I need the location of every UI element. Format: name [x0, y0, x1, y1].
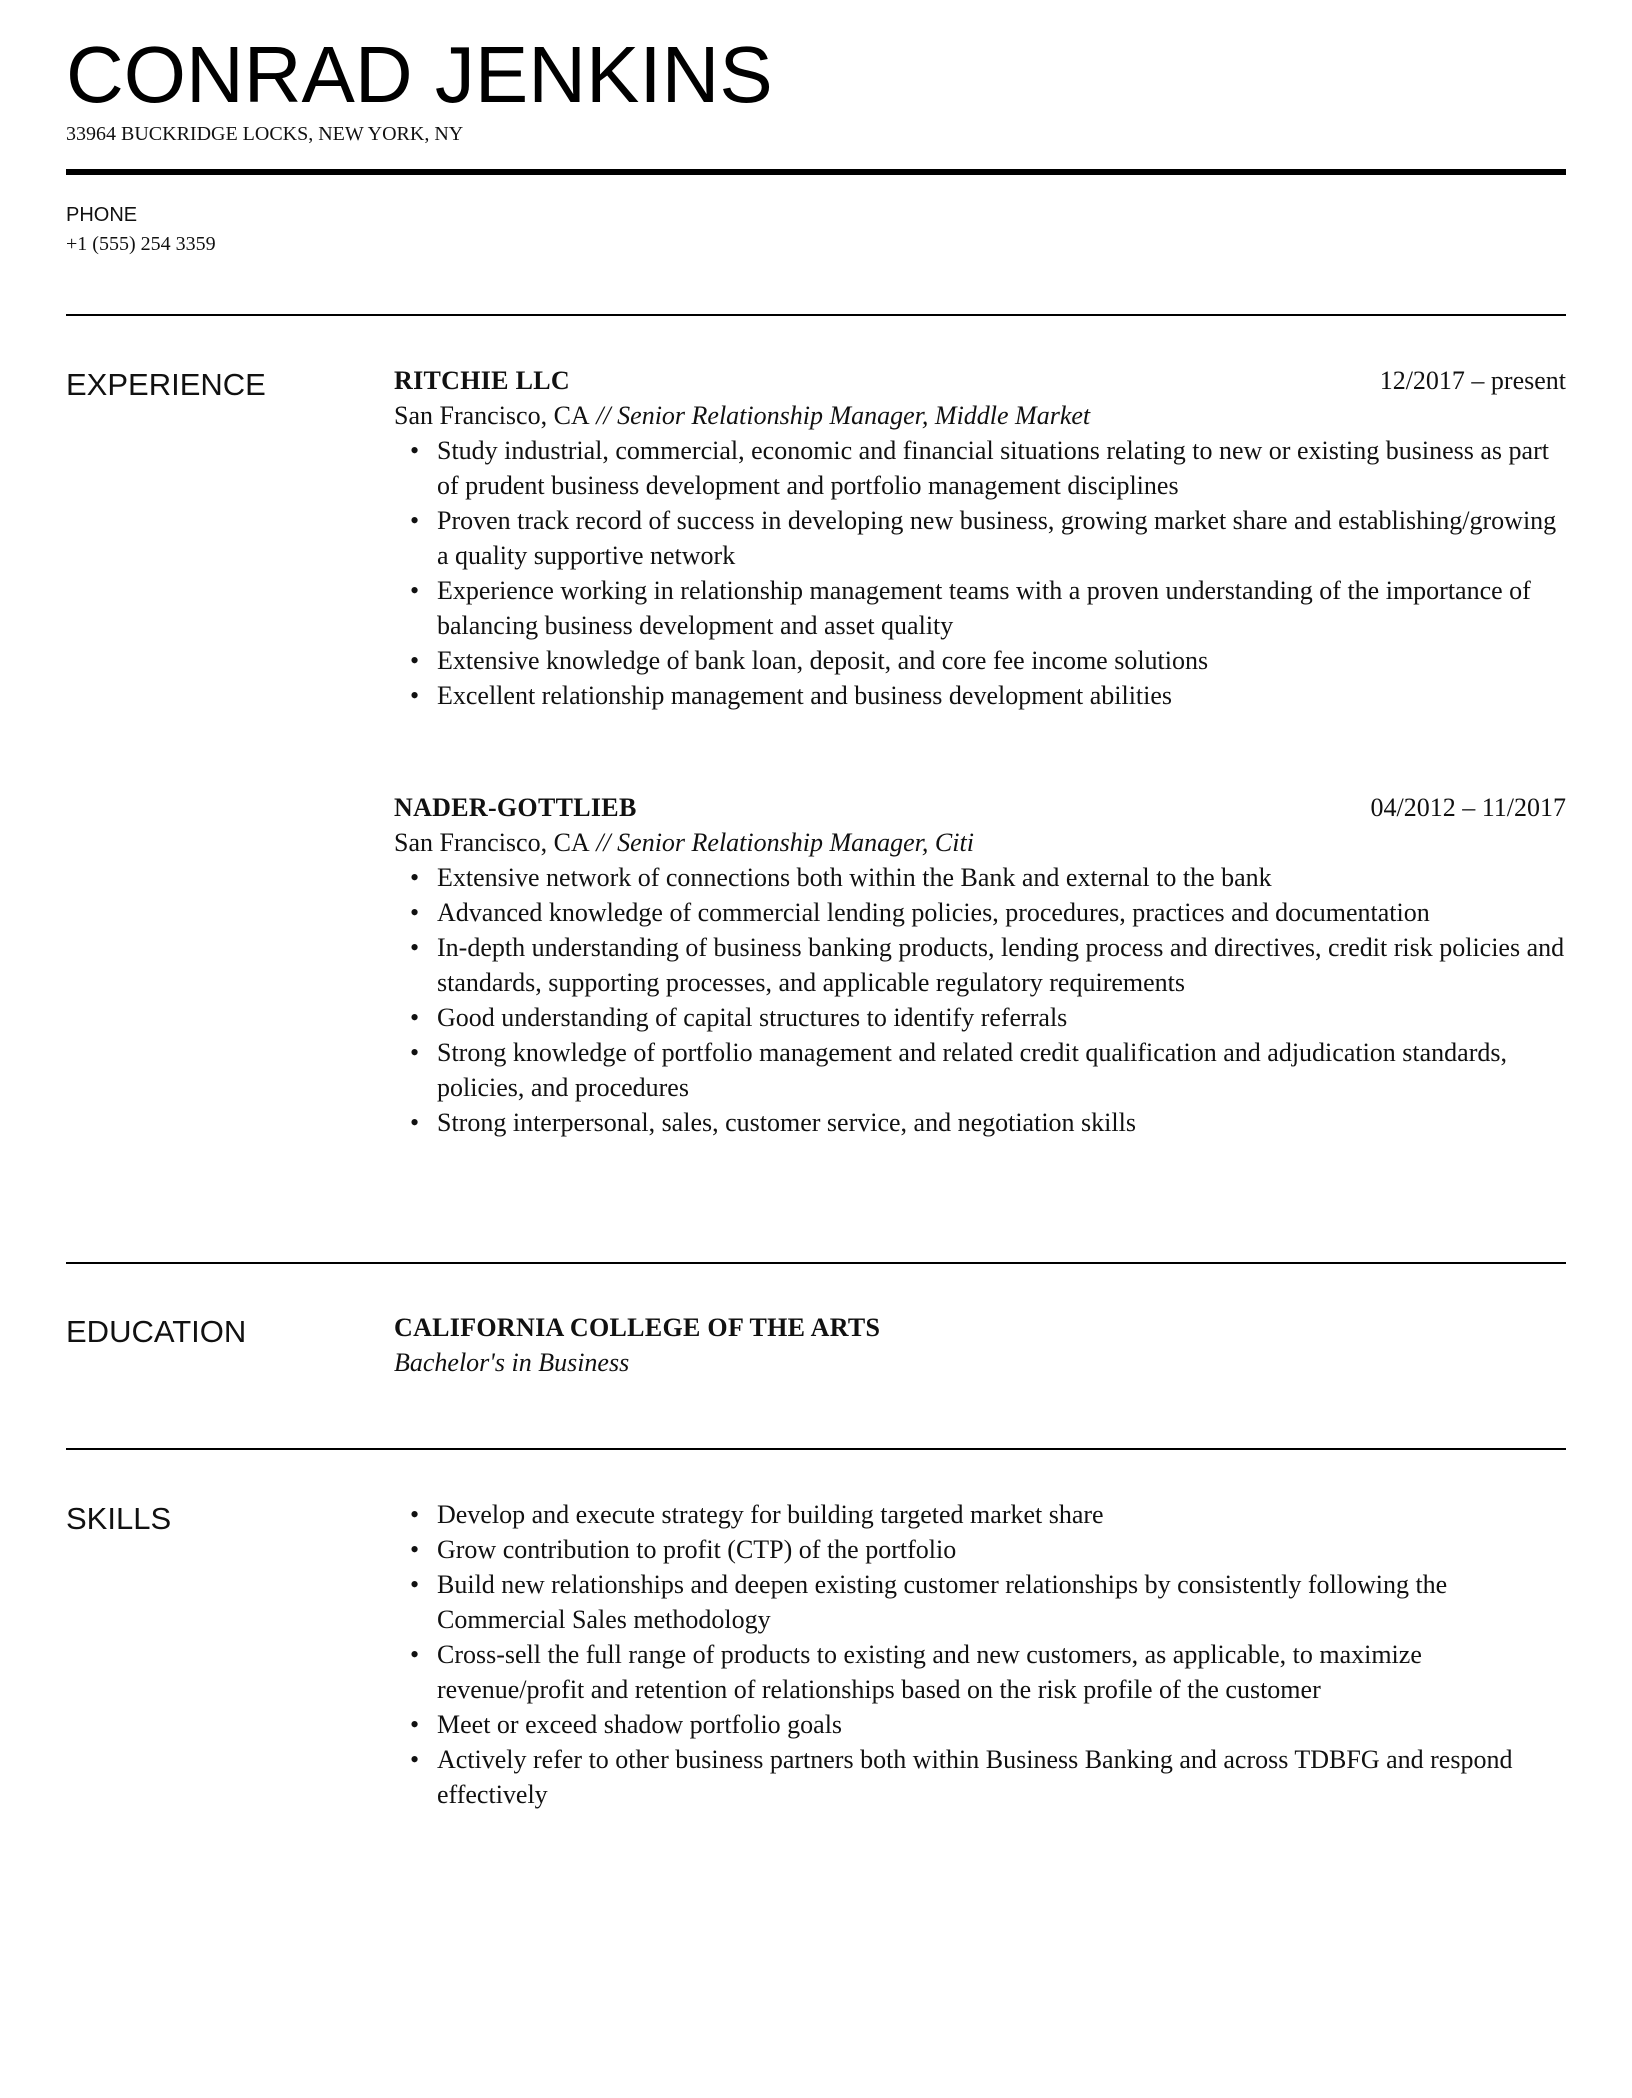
- job-company: NADER-GOTTLIEB: [394, 793, 637, 822]
- candidate-name: CONRAD JENKINS: [66, 30, 773, 119]
- list-item: • Grow contribution to profit (CTP) of the portfolio: [437, 1532, 1566, 1567]
- divider-skills: [66, 1448, 1566, 1450]
- list-item: • Proven track record of success in developing new business, growing market share and establishing/growing a quality supportive network: [437, 503, 1566, 573]
- job-subline: [394, 398, 1566, 433]
- skills-entry: [394, 1497, 1566, 1812]
- list-item: • Actively refer to other business partners both within Business Banking and across TDBFG and respond effectively: [437, 1742, 1566, 1812]
- candidate-address: 33964 BUCKRIDGE LOCKS, NEW YORK, NY: [66, 123, 464, 145]
- job-separator: //: [589, 401, 618, 430]
- skills-list: [394, 1497, 1566, 1812]
- job-company: RITCHIE LLC: [394, 366, 570, 395]
- job-separator: //: [589, 828, 618, 857]
- job-role: Senior Relationship Manager, Middle Market: [617, 401, 1091, 430]
- job-role: Senior Relationship Manager, Citi: [617, 828, 974, 857]
- job-dates: 04/2012 – 11/2017: [1370, 793, 1566, 822]
- list-item: • Build new relationships and deepen existing customer relationships by consistently following the Commercial Sales methodology: [437, 1567, 1566, 1637]
- list-item: • Extensive network of connections both within the Bank and external to the bank: [437, 860, 1566, 895]
- list-item: • Study industrial, commercial, economic and financial situations relating to new or existing business as part of prudent business development and portfolio management disciplines: [437, 433, 1566, 503]
- section-title-skills: SKILLS: [66, 1501, 172, 1536]
- phone-label: PHONE: [66, 204, 138, 226]
- job-location: San Francisco, CA: [394, 828, 590, 857]
- list-item: • Extensive knowledge of bank loan, deposit, and core fee income solutions: [437, 643, 1566, 678]
- list-item: • Strong knowledge of portfolio management and related credit qualification and adjudication standards, policies, and procedures: [437, 1035, 1566, 1105]
- divider-experience: [66, 314, 1566, 316]
- job-subline: [394, 825, 1566, 860]
- list-item: • Excellent relationship management and business development abilities: [437, 678, 1566, 713]
- list-item: • Advanced knowledge of commercial lending policies, procedures, practices and documentation: [437, 895, 1566, 930]
- job-entry: [394, 790, 1566, 1140]
- job-bullets: [394, 860, 1566, 1140]
- education-degree: Bachelor's in Business: [394, 1348, 630, 1377]
- job-entry: [394, 363, 1566, 713]
- list-item: • Good understanding of capital structures to identify referrals: [437, 1000, 1566, 1035]
- divider-education: [66, 1262, 1566, 1264]
- job-dates: 12/2017 – present: [1379, 366, 1566, 395]
- list-item: • Meet or exceed shadow portfolio goals: [437, 1707, 1566, 1742]
- job-header: [394, 363, 1566, 398]
- job-location: San Francisco, CA: [394, 401, 590, 430]
- section-title-education: EDUCATION: [66, 1314, 247, 1349]
- list-item: • Cross-sell the full range of products to existing and new customers, as applicable, to maximize revenue/profit and retention of relationships based on the risk profile of the customer: [437, 1637, 1566, 1707]
- job-header: [394, 790, 1566, 825]
- list-item: • Develop and execute strategy for building targeted market share: [437, 1497, 1566, 1532]
- education-entry: [394, 1310, 1566, 1380]
- job-bullets: [394, 433, 1566, 713]
- list-item: • Strong interpersonal, sales, customer service, and negotiation skills: [437, 1105, 1566, 1140]
- section-title-experience: EXPERIENCE: [66, 367, 266, 402]
- header-divider: [66, 169, 1566, 175]
- education-school: CALIFORNIA COLLEGE OF THE ARTS: [394, 1313, 881, 1342]
- phone-value: +1 (555) 254 3359: [66, 233, 216, 255]
- list-item: • In-depth understanding of business banking products, lending process and directives, credit risk policies and standards, supporting processes, and applicable regulatory requirements: [437, 930, 1566, 1000]
- list-item: • Experience working in relationship management teams with a proven understanding of the importance of balancing business development and asset quality: [437, 573, 1566, 643]
